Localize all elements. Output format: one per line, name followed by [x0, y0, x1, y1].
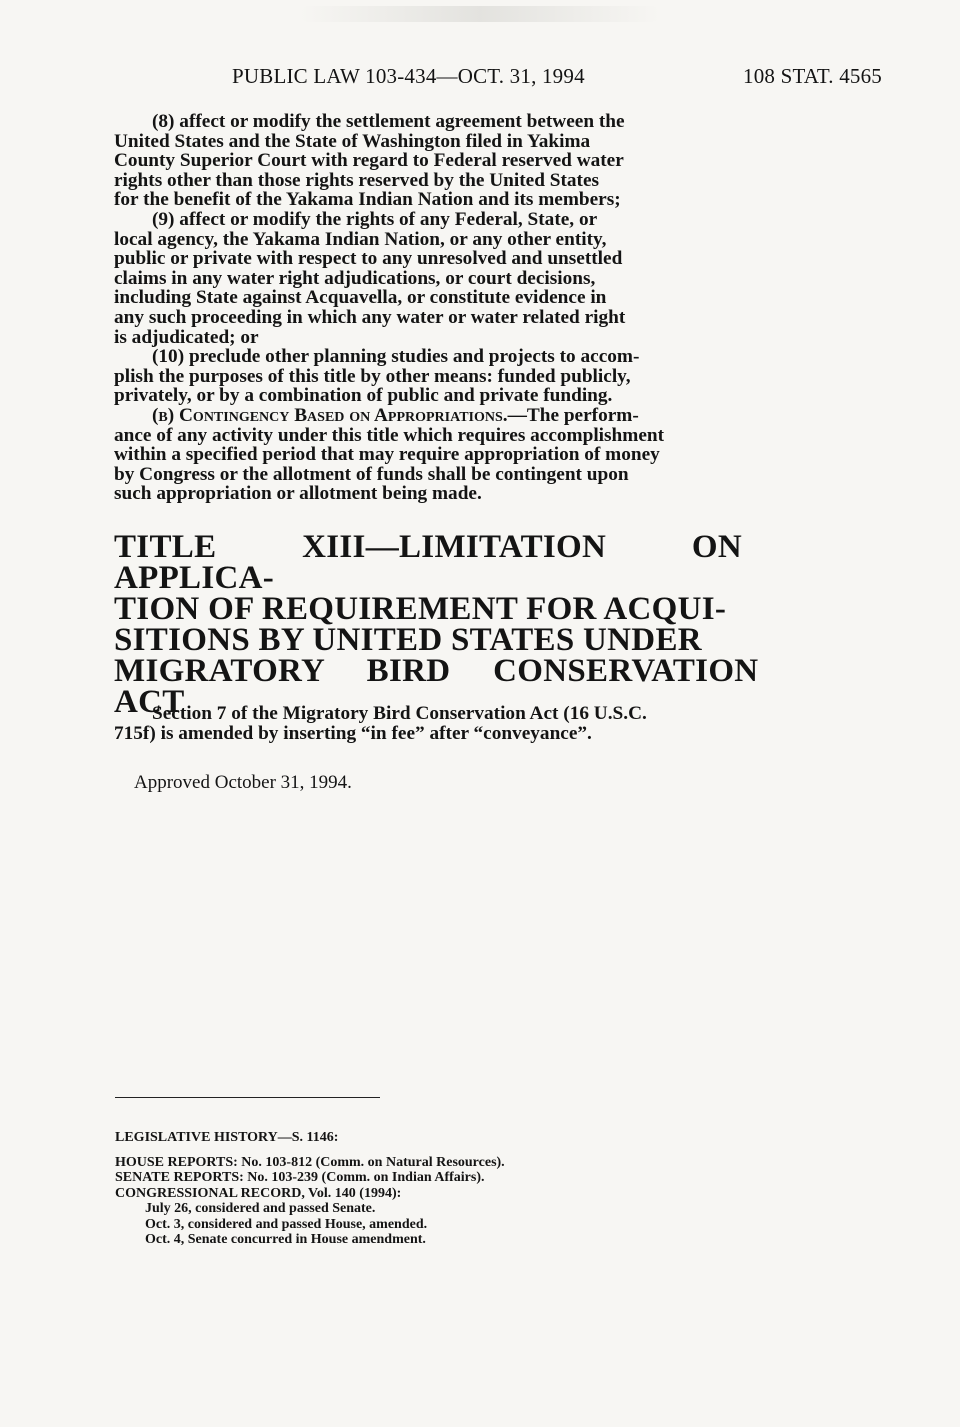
statute-page-reference: 108 STAT. 4565 [743, 64, 882, 88]
paragraph-line: any such proceeding in which any water or water related right [114, 306, 626, 328]
paragraph-line: (10) preclude other planning studies and projects to accom- [152, 346, 640, 367]
paragraph-10 [114, 347, 742, 406]
legislative-history-subrow: Oct. 4, Senate concurred in House amendment. [145, 1232, 426, 1247]
paragraph-line: including State against Acquavella, or constitute evidence in [114, 287, 607, 309]
bleed-through-smudge [300, 6, 660, 22]
legislative-history-heading: LEGISLATIVE HISTORY—S. 1146: [115, 1130, 339, 1145]
paragraph-line: by Congress or the allotment of funds shall be contingent upon [114, 463, 629, 485]
paragraph-9 [114, 210, 742, 347]
paragraph-b-first-line [114, 406, 742, 426]
paragraph-line: such appropriation or allotment being made. [114, 483, 482, 505]
paragraph-8 [114, 112, 742, 210]
title-heading-line: SITIONS BY UNITED STATES UNDER [114, 622, 702, 658]
legislative-history-row: SENATE REPORTS: No. 103-239 (Comm. on Indian Affairs). [115, 1170, 485, 1185]
paragraph-line: (9) affect or modify the rights of any Federal, State, or [152, 209, 598, 230]
legislative-history-row: HOUSE REPORTS: No. 103-812 (Comm. on Natural Resources). [115, 1154, 505, 1170]
section-line: 715f) is amended by inserting “in fee” after “conveyance”. [114, 723, 592, 744]
title-heading-line: TION OF REQUIREMENT FOR ACQUI- [114, 591, 727, 627]
legislative-history-subrow: July 26, considered and passed Senate. [145, 1201, 376, 1216]
paragraph-line: claims in any water right adjudications, or court decisions, [114, 267, 596, 289]
paragraph-line: rights other than those rights reserved by the United States [114, 169, 600, 191]
paragraph-line: is adjudicated; or [114, 326, 259, 348]
approval-date: Approved October 31, 1994. [134, 772, 352, 793]
paragraph-line: for the benefit of the Yakama Indian Nation and its members; [114, 189, 621, 211]
title-heading-line: TITLE XIII—LIMITATION ON APPLICA- [114, 529, 742, 596]
footnote-divider [115, 1097, 380, 1098]
legislative-history [115, 1130, 505, 1248]
legislative-history-row: CONGRESSIONAL RECORD, Vol. 140 (1994): [115, 1185, 402, 1201]
paragraph-line: privately, or by a combination of public and private funding. [114, 385, 613, 407]
paragraph-b [114, 406, 742, 504]
paragraph-line: plish the purposes of this title by other means: funded publicly, [114, 365, 631, 387]
section-7-amendment [114, 704, 742, 744]
paragraph-line: local agency, the Yakama Indian Nation, or any other entity, [114, 228, 607, 250]
paragraph-line: within a specified period that may require appropriation of money [114, 444, 660, 466]
running-head: PUBLIC LAW 103-434—OCT. 31, 1994 [232, 64, 585, 88]
legislative-history-subrow: Oct. 3, considered and passed House, amended. [145, 1216, 428, 1232]
paragraph-line: United States and the State of Washington filed in Yakima [114, 130, 591, 152]
title-heading [114, 529, 759, 720]
title-heading-line: MIGRATORY BIRD CONSERVATION [114, 653, 759, 689]
paragraph-line: public or private with respect to any unresolved and unsettled [114, 248, 623, 270]
paragraph-line: (8) affect or modify the settlement agreement between the [152, 111, 625, 132]
section-line: Section 7 of the Migratory Bird Conservation Act (16 U.S.C. [152, 703, 647, 724]
subsection-lead: —The perform- [507, 405, 639, 426]
paragraph-line: ance of any activity under this title which requires accomplishment [114, 424, 665, 446]
subsection-heading: (b) Contingency Based on Appropriations. [152, 405, 508, 426]
title-heading-line: ACT [114, 684, 185, 720]
paragraph-line: County Superior Court with regard to Federal reserved water [114, 150, 624, 172]
